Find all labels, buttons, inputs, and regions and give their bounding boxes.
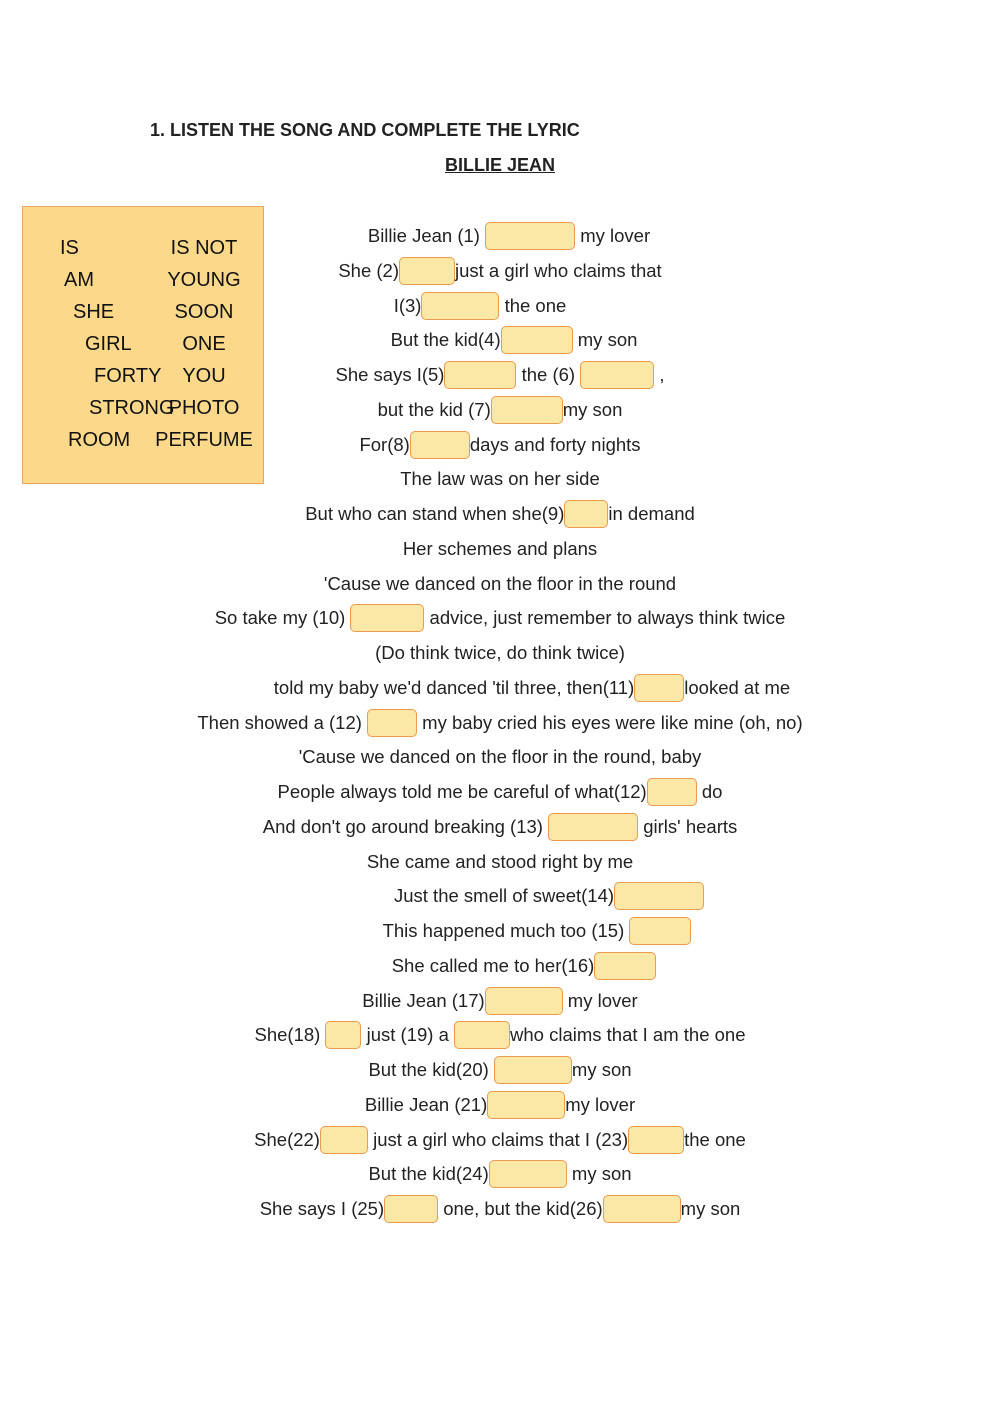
lyric-text: my son: [571, 1059, 632, 1081]
exercise-heading: 1. LISTEN THE SONG AND COMPLETE THE LYRIC: [150, 120, 580, 140]
lyric-text: my son: [680, 1198, 741, 1220]
lyric-text: my son: [572, 329, 638, 351]
lyric-text: Her schemes and plans: [402, 537, 598, 559]
lyric-line: [0, 1087, 1000, 1121]
lyric-text: Billie Jean (21): [364, 1093, 488, 1115]
lyric-text: Then showed a (12): [197, 711, 368, 733]
lyric-text: the one: [499, 294, 567, 316]
lyric-text: She(22): [254, 1128, 320, 1150]
answer-blank[interactable]: [444, 361, 516, 389]
lyric-line: [0, 635, 1000, 669]
lyric-text: She (2): [338, 259, 399, 281]
lyric-text: do: [696, 781, 723, 803]
lyric-line: [0, 983, 1000, 1017]
word-bank-word: GIRL: [85, 333, 132, 355]
lyric-text: 'Cause we danced on the floor in the round: [323, 572, 677, 594]
lyric-text: who claims that I am the one: [510, 1024, 746, 1046]
lyric-text: She says I (25): [259, 1198, 385, 1220]
lyric-line: [0, 774, 1000, 808]
lyric-text: And don't go around breaking (13): [262, 815, 549, 837]
lyric-text: The law was on her side: [400, 468, 600, 490]
lyric-line: [0, 1156, 1000, 1190]
lyric-line: [9, 218, 1000, 252]
lyric-line: [0, 705, 1000, 739]
answer-blank[interactable]: [399, 257, 455, 285]
lyric-text: girls' hearts: [638, 815, 738, 837]
answer-blank[interactable]: [485, 987, 563, 1015]
lyric-line: [0, 531, 1000, 565]
lyric-line: [49, 878, 1000, 912]
answer-blank[interactable]: [614, 882, 704, 910]
lyric-text: told my baby we'd danced 'til three, then(11): [273, 676, 635, 698]
lyric-line: [0, 461, 1000, 495]
lyric-text: just (19) a: [361, 1024, 455, 1046]
word-bank-word: IS: [60, 237, 79, 259]
lyric-text: But the kid(4): [390, 329, 501, 351]
answer-blank[interactable]: [454, 1021, 510, 1049]
lyric-text: my lover: [565, 1093, 636, 1115]
answer-blank[interactable]: [487, 1091, 565, 1119]
word-bank-word: YOUNG: [167, 269, 241, 291]
lyric-text: just a girl who claims that I (23): [367, 1128, 629, 1150]
word-bank-word: PERFUME: [155, 429, 253, 451]
lyric-line: [0, 1017, 1000, 1051]
answer-blank[interactable]: [628, 1126, 684, 1154]
lyric-text: But who can stand when she(9): [305, 503, 565, 525]
lyric-text: Billie Jean (1): [367, 225, 486, 247]
word-bank-word: PHOTO: [168, 397, 240, 419]
word-bank-word: ROOM: [68, 429, 131, 451]
lyric-text: She called me to her(16): [391, 954, 595, 976]
word-bank-word: SHE: [73, 301, 115, 323]
lyric-text: ,: [654, 364, 665, 386]
answer-blank[interactable]: [494, 1056, 572, 1084]
lyric-text: my son: [566, 1163, 632, 1185]
lyric-line: [32, 670, 1000, 704]
lyric-line: [14, 322, 1000, 356]
answer-blank[interactable]: [647, 778, 697, 806]
answer-blank[interactable]: [501, 326, 573, 354]
word-bank-word: FORTY: [94, 365, 162, 387]
answer-blank[interactable]: [489, 1160, 567, 1188]
lyric-line: [0, 1052, 1000, 1086]
lyric-text: my lover: [575, 225, 651, 247]
lyric-text: So take my (10): [214, 607, 351, 629]
lyric-text: days and forty nights: [469, 433, 641, 455]
answer-blank[interactable]: [320, 1126, 368, 1154]
lyric-text: but the kid (7): [377, 398, 491, 420]
word-bank-word: IS NOT: [170, 237, 238, 259]
lyric-text: my lover: [562, 989, 638, 1011]
lyric-text: looked at me: [684, 676, 791, 698]
lyric-line: [0, 1191, 1000, 1225]
answer-blank[interactable]: [580, 361, 654, 389]
answer-blank[interactable]: [594, 952, 656, 980]
lyric-text: just a girl who claims that: [455, 259, 662, 281]
lyric-text: But the kid(24): [368, 1163, 489, 1185]
lyric-text: 'Cause we danced on the floor in the round, baby: [298, 746, 702, 768]
lyric-text: the (6): [516, 364, 581, 386]
word-bank-word: STRONG: [89, 397, 175, 419]
lyric-line: [0, 427, 1000, 461]
lyric-text: This happened much too (15): [382, 920, 630, 942]
lyric-text: For(8): [359, 433, 410, 455]
lyric-line: [37, 913, 1000, 947]
lyric-text: People always told me be careful of what(12): [277, 781, 647, 803]
lyric-line: [24, 948, 1000, 982]
lyric-text: my son: [562, 398, 623, 420]
lyric-text: (Do think twice, do think twice): [375, 642, 625, 664]
lyric-text: Billie Jean (17): [362, 989, 485, 1011]
word-bank-word: ONE: [182, 333, 226, 355]
lyric-text: in demand: [608, 503, 695, 525]
answer-blank[interactable]: [325, 1021, 361, 1049]
lyric-line: [0, 392, 1000, 426]
answer-blank[interactable]: [603, 1195, 681, 1223]
word-bank-word: AM: [64, 269, 94, 291]
lyric-text: She(18): [254, 1024, 326, 1046]
lyric-line: [0, 288, 980, 322]
answer-blank[interactable]: [367, 709, 417, 737]
song-title: BILLIE JEAN: [444, 155, 555, 175]
lyric-text: Just the smell of sweet(14): [393, 885, 615, 907]
lyric-line: [0, 739, 1000, 773]
lyric-text: She says I(5): [335, 364, 445, 386]
lyric-text: advice, just remember to always think twice: [424, 607, 786, 629]
answer-blank[interactable]: [564, 500, 608, 528]
answer-blank[interactable]: [384, 1195, 438, 1223]
lyric-text: my baby cried his eyes were like mine (oh, no): [417, 711, 803, 733]
lyric-line: [0, 253, 1000, 287]
answer-blank[interactable]: [548, 813, 638, 841]
lyric-text: But the kid(20): [368, 1059, 494, 1081]
lyric-line: [0, 809, 1000, 843]
answer-blank[interactable]: [634, 674, 684, 702]
lyric-text: the one: [684, 1128, 746, 1150]
answer-blank[interactable]: [410, 431, 470, 459]
lyric-text: She came and stood right by me: [366, 850, 634, 872]
answer-blank[interactable]: [421, 292, 499, 320]
lyric-line: [0, 600, 1000, 634]
lyric-line: [0, 566, 1000, 600]
lyric-line: [0, 844, 1000, 878]
lyric-line: [0, 496, 1000, 530]
lyric-text: one, but the kid(26): [438, 1198, 603, 1220]
lyric-line: [0, 357, 1000, 391]
word-bank-word: SOON: [174, 301, 234, 323]
answer-blank[interactable]: [491, 396, 563, 424]
answer-blank[interactable]: [629, 917, 691, 945]
lyric-line: [0, 1122, 1000, 1156]
answer-blank[interactable]: [350, 604, 424, 632]
word-bank-word: YOU: [182, 365, 226, 387]
answer-blank[interactable]: [485, 222, 575, 250]
lyric-text: I(3): [393, 294, 422, 316]
